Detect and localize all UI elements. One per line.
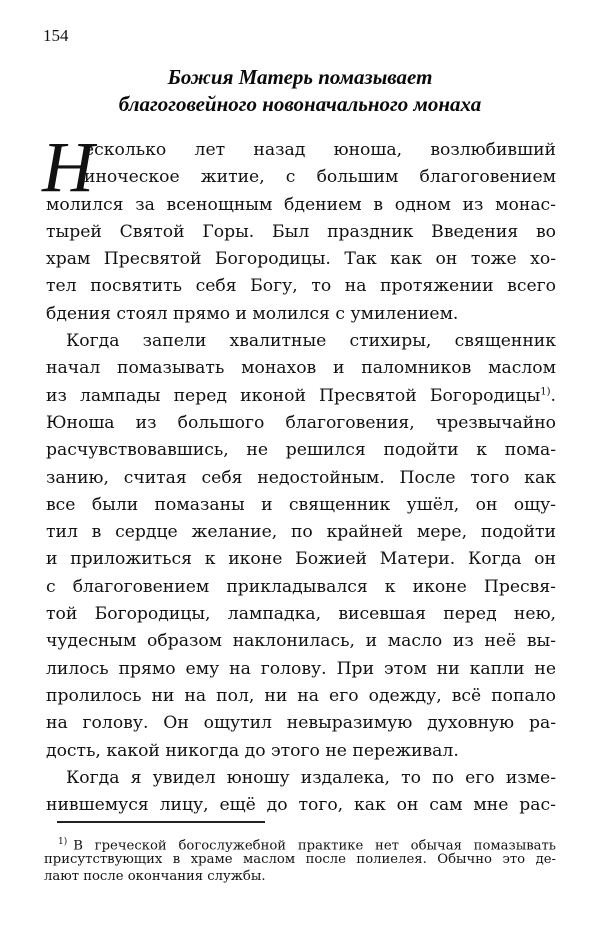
body-line (46, 383, 556, 410)
body-line: на голову. Он ощутил невыразимую духовную ра- (46, 713, 556, 734)
body-line: иноческое житие, с большим благоговением (84, 167, 556, 188)
body-line: лилось прямо ему на голову. При этом ни капли не (46, 658, 556, 679)
footnote-reference[interactable]: 1) (540, 385, 551, 397)
footnote-line: лают после окончания службы. (44, 869, 266, 884)
body-line: пролилось ни на пол, ни на его одежду, всё попало (46, 685, 556, 706)
body-line: с благоговением прикладывался к иконе Пресвя- (46, 576, 556, 597)
body-line: молился за всенощным бдением в одном из монас- (46, 194, 556, 215)
body-line: тырей Святой Горы. Был праздник Введения во (46, 221, 556, 242)
body-line-punct: . (550, 385, 556, 406)
footnote (44, 834, 556, 885)
body-text (42, 127, 556, 819)
body-line: Юноша из большого благоговения, чрезвычайно (46, 412, 556, 433)
footnote-line: присутствующих в храме маслом после полиелея. Обычно это де- (44, 852, 556, 867)
body-line: расчувствовавшись, не решился подойти к пома- (46, 440, 556, 461)
body-line: Когда запели хвалитные стихиры, священник (66, 331, 556, 352)
body-line: нившемуся лицу, ещё до того, как он сам мне рас- (46, 795, 556, 816)
body-line: Когда я увидел юношу издалека, то по его изме- (66, 767, 556, 788)
footnote-marker: 1) (58, 837, 68, 847)
chapter-title-line-2: благоговейного новоначального монаха (118, 92, 482, 116)
footnote-line (44, 834, 556, 854)
body-line: бдения стоял прямо и молился с умилением. (46, 303, 459, 324)
body-line: храм Пресвятой Богородицы. Так как он тоже хо- (46, 249, 556, 270)
body-line: все были помазаны и священник ушёл, он ощу- (46, 494, 556, 515)
body-line: занию, считая себя недостойным. После того как (46, 467, 556, 488)
body-line: начал помазывать монахов и паломников маслом (46, 358, 556, 379)
page-number: 154 (43, 26, 69, 45)
body-line: дость, какой никогда до этого не переживал. (46, 740, 459, 761)
drop-cap: Н (42, 127, 94, 207)
body-line: есколько лет назад юноша, возлюбивший (84, 140, 556, 160)
body-line: чудесным образом наклонилась, и масло из неё вы- (46, 631, 556, 652)
body-line-text: из лампады перед иконой Пресвятой Богородицы (46, 385, 541, 406)
body-line: той Богородицы, лампадка, висевшая перед нею, (46, 604, 556, 625)
body-line: тел посвятить себя Богу, то на протяжении всего (46, 276, 556, 297)
footnote-separator (57, 821, 265, 823)
chapter-title (0, 64, 600, 118)
chapter-title-line-1: Божия Матерь помазывает (167, 65, 433, 89)
footnote-text: В греческой богослужебной практике нет обычая помазывать (73, 838, 556, 854)
body-line: тил в сердце желание, по крайней мере, подойти (46, 522, 556, 543)
body-line: и приложиться к иконе Божией Матери. Когда он (46, 549, 556, 570)
